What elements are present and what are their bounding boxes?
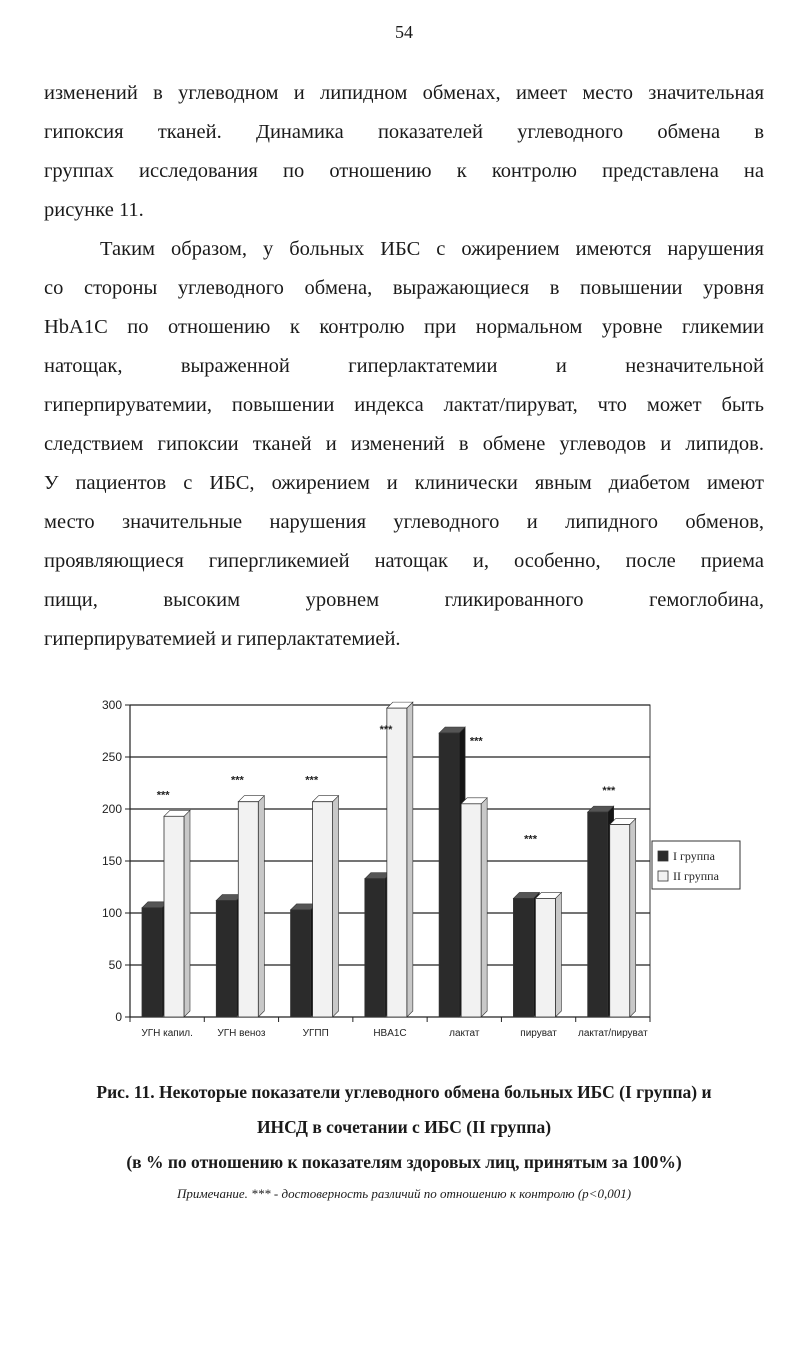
y-tick-label: 200 — [101, 802, 122, 816]
figure-caption-line-1: Рис. 11. Некоторые показатели углеводного обмена больных ИБС (I группа) и — [96, 1082, 712, 1102]
bar — [461, 804, 481, 1017]
paragraph-1 — [44, 74, 764, 230]
bar-chart — [70, 690, 760, 1060]
text-line: следствием гипоксии тканей и изменений в обмене углеводов и липидов. — [44, 433, 764, 455]
bar — [291, 910, 311, 1017]
significance-marker: *** — [156, 789, 170, 802]
y-tick-label: 300 — [101, 698, 122, 712]
y-tick-label: 0 — [115, 1010, 122, 1024]
x-tick-label: УГН капил. — [141, 1028, 193, 1039]
bar — [216, 901, 236, 1017]
bar — [610, 825, 630, 1017]
x-tick-label: УГН веноз — [217, 1028, 266, 1039]
y-tick-label: 50 — [108, 958, 122, 972]
x-tick-label: HBA1C — [373, 1028, 407, 1039]
legend-swatch — [658, 851, 668, 861]
bar — [588, 812, 608, 1017]
figure-caption-line-3: (в % по отношению к показателям здоровых лиц, принятым за 100%) — [126, 1152, 682, 1172]
text-line: гиперпируватемии, повышении индекса лактат/пируват, что может быть — [44, 394, 764, 416]
bar — [439, 733, 459, 1017]
significance-marker: *** — [305, 774, 319, 787]
significance-marker: *** — [602, 785, 616, 798]
bar — [535, 898, 555, 1017]
text-line: проявляющиеся гипергликемией натощак и, особенно, после приема — [44, 550, 764, 572]
text-line: У пациентов с ИБС, ожирением и клинически явным диабетом имеют — [44, 472, 764, 494]
bar-side — [258, 796, 264, 1017]
figure-caption-line-2: ИНСД в сочетании с ИБС (II группа) — [256, 1117, 552, 1137]
bar — [365, 879, 385, 1017]
x-tick-label: УГПП — [302, 1028, 329, 1039]
y-tick-label: 150 — [101, 854, 122, 868]
text-line: натощак, выраженной гиперлактатемии и незначительной — [44, 355, 764, 377]
text-line: гипоксия тканей. Динамика показателей углеводного обмена в — [44, 121, 764, 143]
y-tick-label: 250 — [101, 750, 122, 764]
x-tick-label: пируват — [520, 1028, 557, 1039]
text-line: изменений в углеводном и липидном обменах, имеет место значительная — [44, 82, 764, 104]
legend-label: I группа — [673, 849, 715, 863]
y-tick-label: 100 — [101, 906, 122, 920]
bar-side — [333, 796, 339, 1017]
bar — [238, 802, 258, 1017]
bar-side — [555, 892, 561, 1017]
text-line: рисунке 11. — [44, 199, 144, 221]
figure-note: Примечание. *** - достоверность различий по отношению к контролю (р<0,001) — [176, 1186, 632, 1201]
bar — [142, 908, 162, 1017]
text-line: пищи, высоким уровнем гликированного гемоглобина, — [44, 589, 764, 611]
legend-swatch — [658, 871, 668, 881]
text-line: HbA1C по отношению к контролю при нормальном уровне гликемии — [44, 316, 764, 338]
bar — [513, 898, 533, 1017]
bar — [164, 816, 184, 1017]
bar — [387, 708, 407, 1017]
significance-marker: *** — [524, 833, 537, 846]
bar-side — [184, 810, 190, 1017]
x-tick-label: лактат — [449, 1028, 480, 1039]
significance-marker: *** — [231, 774, 244, 787]
text-line: группах исследования по отношению к контролю представлена на — [44, 160, 764, 182]
significance-marker: *** — [469, 735, 483, 748]
text-line: Таким образом, у больных ИБС с ожирением имеются нарушения — [100, 238, 764, 260]
text-line: место значительные нарушения углеводного и липидного обменов, — [44, 511, 764, 533]
text-line: со стороны углеводного обмена, выражающиеся в повышении уровня — [44, 277, 764, 299]
page-number: 54 — [395, 22, 413, 42]
bar-side — [630, 819, 636, 1017]
legend-label: II группа — [673, 869, 719, 883]
text-line: гиперпируватемией и гиперлактатемией. — [44, 628, 401, 650]
x-tick-label: лактат/пируват — [578, 1028, 648, 1039]
bar-side — [407, 702, 413, 1017]
bar-side — [481, 798, 487, 1017]
paragraph-2 — [44, 230, 764, 659]
bar-chart-svg — [70, 690, 760, 1060]
significance-marker: *** — [379, 724, 393, 737]
bar — [313, 802, 333, 1017]
